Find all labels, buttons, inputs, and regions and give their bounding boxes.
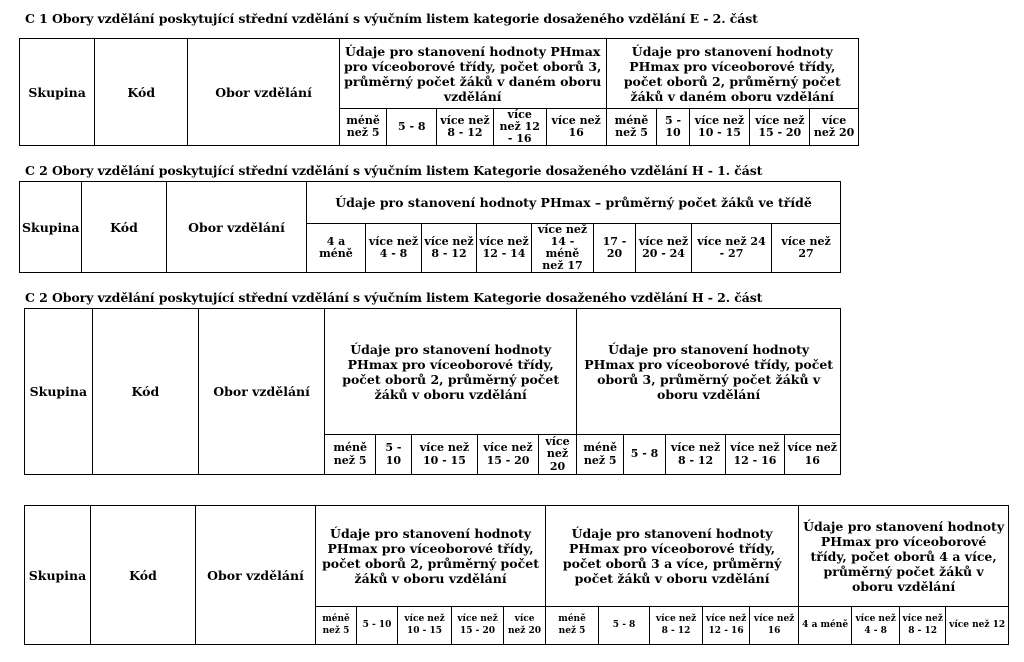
range-header: 5 - 8 [624, 435, 666, 475]
range-header: více než 27 [772, 224, 841, 273]
range-header: více než 8 - 12 [650, 607, 703, 645]
range-header: více než 12 [946, 607, 1009, 645]
table1-caption: C 1 Obory vzdělání poskytující střední vzdělání s výučním listem kategorie dosaženého vzdělání E - 2. část [25, 11, 758, 26]
range-header: více než 16 [546, 109, 606, 146]
range-header: více než 8 - 12 [437, 109, 493, 146]
range-header: více než 24 - 27 [692, 224, 772, 273]
group-header: Údaje pro stanovení hodnoty PHmax pro víceoborové třídy, počet oborů 3, průměrný počet žáků v daném oboru vzdělání [339, 39, 606, 109]
obor-header: Obor vzdělání [188, 39, 340, 146]
group-header: Údaje pro stanovení hodnoty PHmax – průměrný počet žáků ve třídě [307, 182, 841, 224]
range-header: 4 a méně [307, 224, 366, 273]
range-header: více než 8 - 12 [900, 607, 946, 645]
obor-header: Obor vzdělání [196, 506, 316, 645]
range-header: 5 - 8 [387, 109, 437, 146]
range-header: 5 - 10 [357, 607, 398, 645]
range-header: 17 - 20 [594, 224, 636, 273]
range-header: více než 16 [750, 607, 799, 645]
range-header: méně než 5 [546, 607, 599, 645]
skupina-header: Skupina [25, 309, 93, 475]
range-header: více než 4 - 8 [366, 224, 422, 273]
range-header: více než 4 - 8 [852, 607, 900, 645]
range-header: více než 15 - 20 [452, 607, 504, 645]
table1 [19, 38, 859, 146]
range-header: méně než 5 [325, 435, 376, 475]
range-header: více než 15 - 20 [478, 435, 538, 475]
table3-caption: C 2 Obory vzdělání poskytující střední vzdělání s výučním listem Kategorie dosaženého vzdělání H - 2. část [25, 290, 763, 305]
range-header: více než 12 - 16 [493, 109, 546, 146]
skupina-header: Skupina [25, 506, 91, 645]
range-header: méně než 5 [577, 435, 624, 475]
group-header: Údaje pro stanovení hodnoty PHmax pro víceoborové třídy, počet oborů 2, průměrný počet žáků v oboru vzdělání [325, 309, 577, 435]
range-header: více než 12 - 16 [703, 607, 750, 645]
range-header: 5 - 10 [376, 435, 411, 475]
group-header: Údaje pro stanovení hodnoty PHmax pro víceoborové třídy, počet oborů 4 a více, průměrný počet žáků v oboru vzdělání [799, 506, 1009, 607]
kod-header: Kód [92, 309, 198, 475]
skupina-header: Skupina [20, 39, 95, 146]
group-header: Údaje pro stanovení hodnoty PHmax pro víceoborové třídy, počet oborů 3 a více, průměrný počet žáků v oboru vzdělání [546, 506, 799, 607]
kod-header: Kód [82, 182, 167, 273]
obor-header: Obor vzdělání [167, 182, 307, 273]
kod-header: Kód [95, 39, 188, 146]
group-header: Údaje pro stanovení hodnoty PHmax pro víceoborové třídy, počet oborů 3, průměrný počet žáků v oboru vzdělání [577, 309, 841, 435]
range-header: více než 8 - 12 [422, 224, 477, 273]
group-header: Údaje pro stanovení hodnoty PHmax pro víceoborové třídy, počet oborů 2, průměrný počet žáků v daném oboru vzdělání [606, 39, 858, 109]
range-header: více než 20 - 24 [636, 224, 692, 273]
range-header: více než 20 [504, 607, 546, 645]
range-header: více než 16 [784, 435, 840, 475]
range-header: více než 20 [810, 109, 859, 146]
range-header: méně než 5 [316, 607, 357, 645]
range-header: více než 12 - 16 [726, 435, 784, 475]
range-header: více než 12 - 14 [477, 224, 532, 273]
skupina-header: Skupina [20, 182, 82, 273]
table2 [19, 181, 841, 273]
kod-header: Kód [91, 506, 196, 645]
range-header: více než 10 - 15 [398, 607, 452, 645]
range-header: více než 14 - méně než 17 [532, 224, 594, 273]
range-header: 5 - 10 [657, 109, 689, 146]
range-header: více než 8 - 12 [665, 435, 725, 475]
range-header: méně než 5 [606, 109, 657, 146]
range-header: méně než 5 [339, 109, 387, 146]
table2-caption: C 2 Obory vzdělání poskytující střední vzdělání s výučním listem Kategorie dosaženého vzdělání H - 1. část [25, 163, 763, 178]
obor-header: Obor vzdělání [199, 309, 325, 475]
range-header: více než 10 - 15 [411, 435, 478, 475]
range-header: 4 a méně [799, 607, 852, 645]
group-header: Údaje pro stanovení hodnoty PHmax pro víceoborové třídy, počet oborů 2, průměrný počet žáků v oboru vzdělání [316, 506, 546, 607]
range-header: 5 - 8 [599, 607, 650, 645]
range-header: více než 15 - 20 [750, 109, 810, 146]
range-header: více než 10 - 15 [689, 109, 750, 146]
range-header: více než 20 [538, 435, 577, 475]
table3 [24, 308, 841, 475]
table4 [24, 505, 1009, 645]
